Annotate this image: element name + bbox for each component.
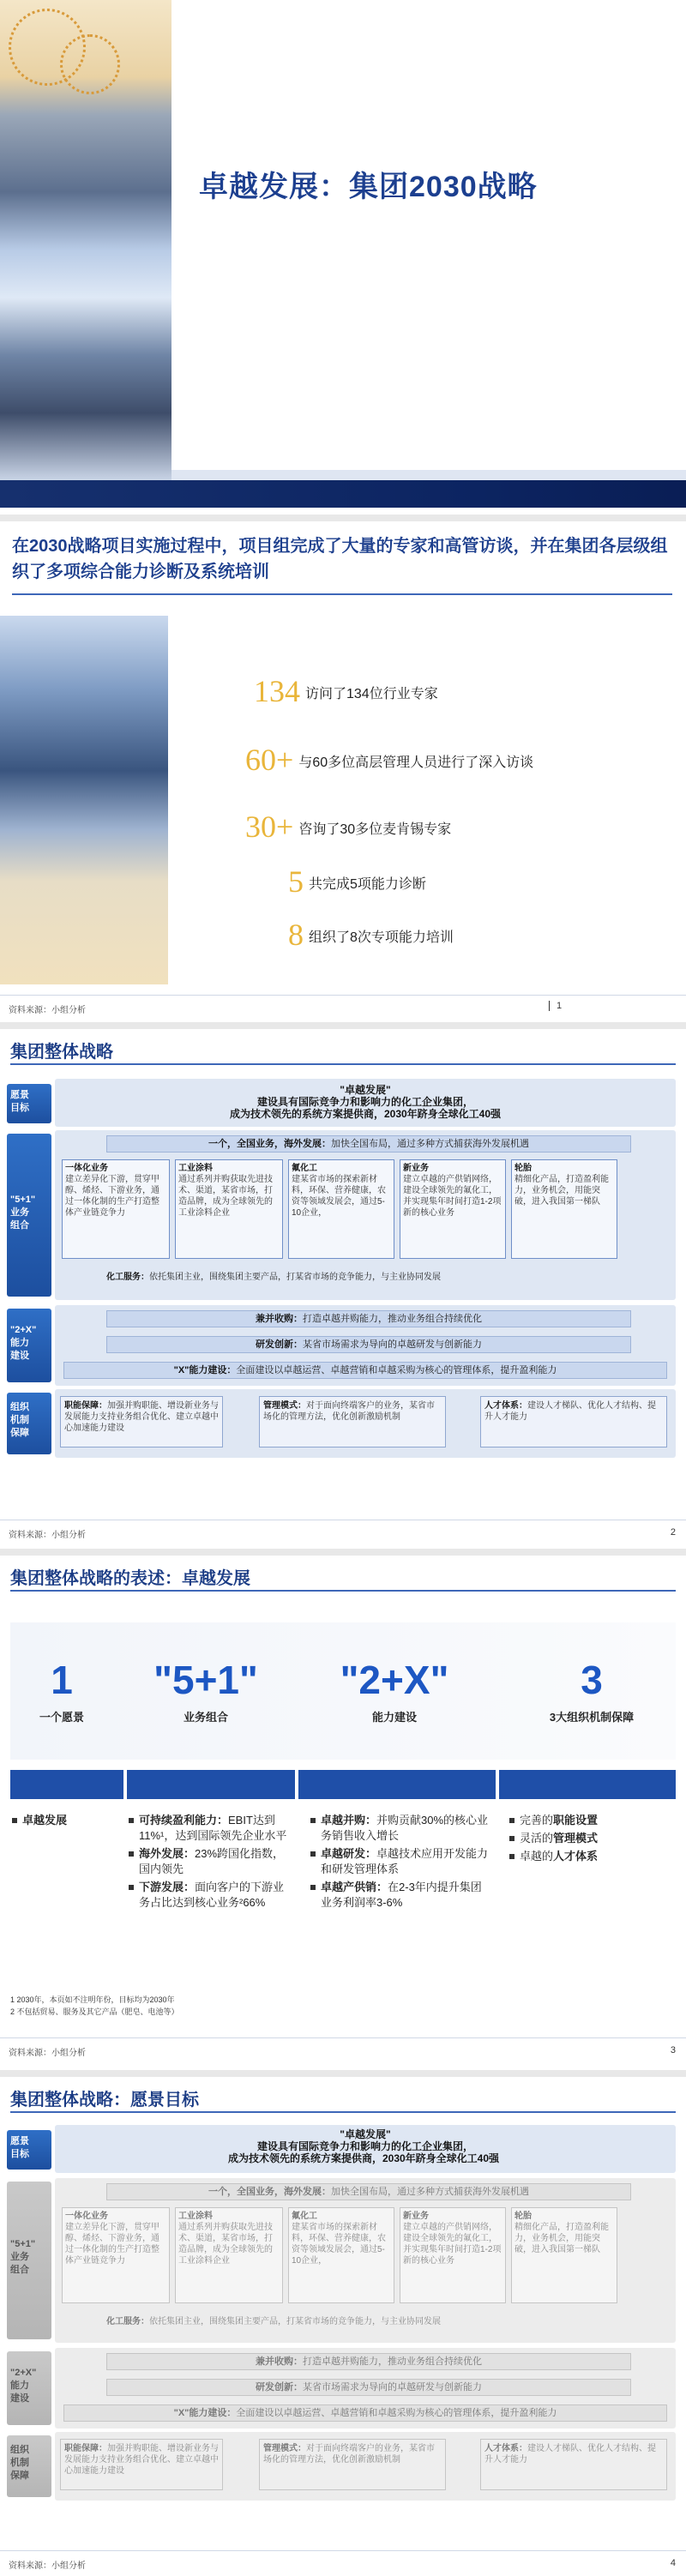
label-portfolio — [7, 2182, 51, 2339]
label-text: "2+X" 能力 建设 — [10, 1325, 37, 1361]
source-note: 资料来源：小组分析 — [9, 2049, 86, 2058]
x-bar — [63, 1362, 667, 1379]
org-box-body: 对于面向终端客户的业务，某省市场化的管理方法，优化创新激励机制 — [263, 1401, 435, 1422]
vision-bullets — [12, 1813, 115, 1831]
bullet-text: 并购贡献30%的核心业务销售收入增长 — [321, 1814, 489, 1842]
portfolio-column — [288, 2207, 394, 2303]
bar-text: 全面建设以卓越运营、卓越营销和卓越采购为核心的管理体系，提升盈利能力 — [236, 1365, 557, 1375]
bullet — [509, 1849, 672, 1864]
slide-title: 集团整体战略的表述：卓越发展 — [10, 1569, 250, 1588]
label-text: 组织 机制 保障 — [10, 1402, 29, 1438]
org-box — [60, 2439, 223, 2490]
bullet-text: 在2-3年内提升集团业务利润率3-6% — [321, 1881, 482, 1909]
chem-service-line — [106, 1269, 655, 1282]
bullet — [509, 1813, 672, 1828]
bar-text: 某省市场需求为导向的卓越研发与创新能力 — [303, 1339, 482, 1350]
column-body: 通过系列并购获取先进技术、渠道，某省市场，打造品牌，成为全球领先的工业涂料企业 — [178, 2223, 273, 2266]
org-box — [259, 2439, 446, 2490]
merge-bar — [106, 2353, 631, 2370]
org-box-body: 加强并购职能、增设新业务与发展能力支持业务组合优化、建立卓越中心加速能力建设 — [64, 2444, 219, 2476]
line-text: 依托集团主业，围绕集团主要产品，打某省市场的竞争能力，与主业协同发展 — [149, 2317, 441, 2326]
org-box-body: 对于面向终端客户的业务，某省市场化的管理方法，优化创新激励机制 — [263, 2444, 435, 2465]
pillar-chevron — [499, 1770, 676, 1799]
source-note: 资料来源：小组分析 — [9, 1006, 86, 1015]
one-bar — [106, 1135, 631, 1153]
title-underline — [10, 2111, 676, 2113]
source-note: 资料来源：小组分析 — [9, 1531, 86, 1540]
bullet-bold: 职能设置 — [553, 1814, 599, 1827]
stat-item — [288, 864, 426, 899]
slide-cover — [0, 0, 686, 515]
org-box-body: 加强并购职能、增设新业务与发展能力支持业务组合优化、建立卓越中心加速能力建设 — [64, 1401, 219, 1433]
pillar-big: "2+X" — [340, 1658, 449, 1702]
vision-quote: "卓越发展" — [340, 2128, 391, 2140]
portfolio-column — [62, 1159, 170, 1259]
vision-band — [55, 2125, 676, 2173]
label-text: "5+1" 业务 组合 — [10, 1195, 36, 1231]
bar-bold: "X"能力建设： — [173, 2408, 237, 2418]
stat-text: 共完成5项能力诊断 — [309, 877, 426, 892]
source-note: 资料来源：小组分析 — [9, 2561, 86, 2571]
slide-strategy-expression — [0, 1556, 686, 2070]
bar-bold: 兼并收购： — [256, 1314, 303, 1324]
portfolio-column — [62, 2207, 170, 2303]
column-body: 精细化产品，打造盈利能力，业务机会，用能突破，进入我国第一梯队 — [514, 1175, 609, 1207]
label-text: 愿景 目标 — [10, 2136, 29, 2159]
bullet-bold: 卓越并购： — [321, 1814, 377, 1827]
org-bullets — [509, 1813, 672, 1867]
portfolio-bullets — [129, 1813, 292, 1913]
org-box-head: 人才体系： — [484, 1401, 527, 1411]
bullet — [509, 1831, 672, 1846]
title-underline — [10, 1590, 676, 1592]
slide-title: 集团整体战略 — [10, 1043, 113, 1062]
slide-footer — [0, 2037, 686, 2063]
slide-research-summary — [0, 521, 686, 1022]
bullet-text: 卓越的 — [520, 1850, 554, 1863]
vision-line-2: 成为技术领先的系统方案提供商，2030年跻身全球化工40强 — [227, 2152, 500, 2164]
org-box-body: 建设人才梯队、优化人才结构、提升人才能力 — [484, 2444, 656, 2465]
bar-bold: 研发创新： — [256, 1339, 303, 1350]
bullet-bold: 管理模式 — [553, 1832, 599, 1845]
org-band — [55, 1389, 676, 1458]
bullet-bold: 下游发展： — [139, 1881, 196, 1893]
bullet-bold: 卓越产供销： — [321, 1881, 388, 1893]
stat-number: 8 — [288, 918, 304, 952]
portfolio-column — [511, 1159, 617, 1259]
org-box-body: 建设人才梯队、优化人才结构、提升人才能力 — [484, 1401, 656, 1422]
bar-text: 全面建设以卓越运营、卓越营销和卓越采购为核心的管理体系，提升盈利能力 — [236, 2408, 557, 2418]
lab-photo-collage — [0, 616, 168, 984]
label-capability — [7, 1309, 51, 1382]
portfolio-band — [55, 2178, 676, 2343]
portfolio-column — [400, 2207, 506, 2303]
slide-footer — [0, 995, 686, 1020]
pillar-chevron — [127, 1770, 295, 1799]
bar-text: 打造卓越并购能力，推动业务组合持续优化 — [303, 2356, 482, 2367]
bar-text: 加快全国布局，通过多种方式捕获海外发展机遇 — [331, 2187, 529, 2197]
line-bold: 化工服务： — [106, 1273, 149, 1282]
slide-separator — [0, 1022, 686, 1029]
pillar-big: 1 — [51, 1658, 73, 1702]
bar-bold: 一个，全国业务，海外发展： — [208, 2187, 331, 2197]
capability-bullets — [310, 1813, 490, 1913]
stat-item — [245, 743, 533, 777]
label-vision — [7, 1084, 51, 1123]
merge-bar — [106, 1310, 631, 1327]
bullet-bold: 卓越研发： — [321, 1847, 377, 1860]
stat-number: 134 — [254, 674, 300, 708]
stat-text: 与60多位高层管理人员进行了深入访谈 — [298, 755, 534, 770]
title-underline — [10, 1063, 676, 1065]
column-head: 一体化业务 — [65, 2212, 108, 2221]
org-box-head: 人才体系： — [484, 2444, 527, 2453]
column-head: 轮胎 — [514, 1164, 532, 1173]
bullet-text: 完善的 — [520, 1814, 554, 1827]
portfolio-column — [288, 1159, 394, 1259]
column-body: 建立卓越的产供销网络，建设全球领先的氟化工，并实现集年时间打造1-2项新的核心业务 — [403, 2223, 502, 2266]
portfolio-column — [175, 1159, 283, 1259]
column-head: 新业务 — [403, 2212, 429, 2221]
bullet-text: EBIT达到11%¹，达到国际领先企业水平 — [139, 1814, 287, 1842]
bar-bold: 兼并收购： — [256, 2356, 303, 2367]
column-body: 精细化产品，打造盈利能力，业务机会，用能突破，进入我国第一梯队 — [514, 2223, 609, 2254]
page-number: 2 — [670, 1527, 676, 1538]
bar-text: 加快全国布局，通过多种方式捕获海外发展机遇 — [331, 1139, 529, 1149]
bullet-bold: 人才体系 — [553, 1850, 599, 1863]
cover-title: 卓越发展：集团2030战略 — [199, 171, 538, 203]
portfolio-column — [400, 1159, 506, 1259]
column-head: 一体化业务 — [65, 1164, 108, 1173]
chem-service-line — [106, 2314, 655, 2326]
portfolio-column — [511, 2207, 617, 2303]
slide-separator — [0, 2070, 686, 2077]
vision-line-1: 建设具有国际竞争力和影响力的化工企业集团， — [256, 1096, 473, 1108]
vision-line-2: 成为技术领先的系统方案提供商，2030年跻身全球化工40强 — [229, 1108, 502, 1120]
bullet-text: 面向客户的下游业务占比达到核心业务²66% — [139, 1881, 285, 1909]
label-text: 愿景 目标 — [10, 1090, 29, 1113]
one-bar — [106, 2183, 631, 2200]
column-head: 轮胎 — [514, 2212, 532, 2221]
cover-light-band — [172, 470, 686, 480]
column-body: 通过系列并购获取先进技术、渠道，某省市场，打造品牌，成为全球领先的工业涂料企业 — [178, 1175, 273, 1218]
label-org — [7, 2435, 51, 2497]
vision-line-1: 建设具有国际竞争力和影响力的化工企业集团， — [256, 2140, 473, 2152]
portfolio-column — [175, 2207, 283, 2303]
rd-bar — [106, 1336, 631, 1353]
line-bold: 化工服务： — [106, 2317, 149, 2326]
pillar-chevron — [10, 1770, 123, 1799]
stat-item — [245, 810, 451, 844]
stat-text: 访问了134位行业专家 — [305, 687, 438, 701]
pillar-big: 3 — [581, 1658, 603, 1702]
bar-text: 某省市场需求为导向的卓越研发与创新能力 — [303, 2382, 482, 2392]
bullet — [310, 1846, 490, 1877]
org-box-head: 管理模式： — [263, 2444, 306, 2453]
label-portfolio — [7, 1134, 51, 1297]
molecule-graphic — [60, 34, 120, 94]
bar-bold: 研发创新： — [256, 2382, 303, 2392]
rd-bar — [106, 2379, 631, 2396]
org-box — [480, 2439, 667, 2490]
bullet-bold: 可持续盈利能力： — [139, 1814, 229, 1827]
label-text: "2+X" 能力 建设 — [10, 2368, 37, 2404]
title-underline — [12, 593, 672, 595]
bullet-text: 23%跨国化指数，国内领先 — [139, 1847, 285, 1875]
org-box — [480, 1396, 667, 1447]
column-body: 建某省市场的探索新材料，环保、营养健康，农资等领域发展会，通过5-10企业， — [292, 1175, 386, 1218]
pillar-chevron — [298, 1770, 496, 1799]
bar-bold: "X"能力建设： — [173, 1365, 237, 1375]
portfolio-band — [55, 1130, 676, 1300]
bar-text: 打造卓越并购能力，推动业务组合持续优化 — [303, 1314, 482, 1324]
pillar-big: "5+1" — [153, 1658, 258, 1702]
pillar-sub: 能力建设 — [371, 1711, 417, 1724]
stat-number: 30+ — [245, 810, 294, 844]
bullet — [129, 1880, 292, 1911]
column-head: 工业涂料 — [178, 2212, 213, 2221]
org-box-head: 管理模式： — [263, 1401, 306, 1411]
bar-bold: 一个，全国业务，海外发展： — [208, 1139, 331, 1149]
vision-band — [55, 1079, 676, 1127]
bullet-bold: 海外发展： — [139, 1847, 196, 1860]
slide-separator — [0, 1549, 686, 1556]
bullet — [129, 1813, 292, 1844]
column-body: 建立差异化下游，贯穿甲醇、烯烃、下游业务，通过一体化制的生产打造整体产业链竞争力 — [65, 2223, 159, 2266]
label-capability — [7, 2351, 51, 2425]
column-head: 氟化工 — [292, 1164, 317, 1173]
label-text: "5+1" 业务 组合 — [10, 2239, 36, 2275]
column-body: 建立卓越的产供销网络，建设全球领先的氟化工，并实现集年时间打造1-2项新的核心业务 — [403, 1175, 502, 1218]
org-box — [259, 1396, 446, 1447]
slide-footer — [0, 1520, 686, 1545]
capability-band — [55, 1305, 676, 1386]
slide-separator — [0, 515, 686, 521]
stat-text: 咨询了30多位麦肯锡专家 — [298, 822, 452, 837]
column-head: 新业务 — [403, 1164, 429, 1173]
page-number: 3 — [670, 2045, 676, 2055]
column-body: 建某省市场的探索新材料，环保、营养健康，农资等领域发展会，通过5-10企业， — [292, 2223, 386, 2266]
page-number: 1 — [549, 1001, 562, 1011]
slide-title: 集团整体战略：愿景目标 — [10, 2091, 199, 2110]
label-vision — [7, 2130, 51, 2170]
bullet-text: 灵活的 — [520, 1832, 554, 1845]
pillar-sub: 3大组织机制保障 — [549, 1711, 635, 1724]
footnote-1: 1 2030年，本页如不注明年份，目标均为2030年 — [10, 1995, 175, 2004]
stat-item — [254, 674, 438, 708]
cover-photo-collage — [0, 0, 172, 480]
slide-headline: 在2030战略项目实施过程中，项目组完成了大量的专家和高管访谈，并在集团各层级组织了多项综合能力诊断及系统培训 — [12, 537, 668, 581]
column-head: 工业涂料 — [178, 1164, 213, 1173]
bullet — [310, 1813, 490, 1844]
line-text: 依托集团主业，围绕集团主要产品，打某省市场的竞争能力，与主业协同发展 — [149, 1273, 441, 1282]
vision-quote: "卓越发展" — [340, 1084, 391, 1096]
bullet — [310, 1880, 490, 1911]
org-box-head: 职能保障： — [64, 1401, 107, 1411]
page-number: 4 — [670, 2558, 676, 2568]
footnote-2: 2 不包括贸易、服务及其它产品（肥皂、电池等） — [10, 2007, 179, 2016]
org-band — [55, 2432, 676, 2501]
bullet-text: 卓越技术应用开发能力和研发管理体系 — [321, 1847, 489, 1875]
label-text: 组织 机制 保障 — [10, 2445, 29, 2481]
stat-number: 5 — [288, 864, 304, 899]
slide-vision-target — [0, 2077, 686, 2576]
label-org — [7, 1393, 51, 1454]
bullet — [129, 1846, 292, 1877]
slide-footer — [0, 2550, 686, 2576]
stat-item — [288, 918, 454, 952]
cover-navy-band — [0, 480, 686, 508]
column-body: 建立差异化下游，贯穿甲醇、烯烃、下游业务，通过一体化制的生产打造整体产业链竞争力 — [65, 1175, 159, 1218]
slide-overall-strategy — [0, 1029, 686, 1549]
capability-band — [55, 2348, 676, 2429]
org-box — [60, 1396, 223, 1447]
stat-number: 60+ — [245, 743, 294, 777]
bullet: 卓越发展 — [12, 1813, 115, 1828]
pillar-sub: 业务组合 — [183, 1711, 228, 1724]
column-head: 氟化工 — [292, 2212, 317, 2221]
x-bar — [63, 2404, 667, 2422]
org-box-head: 职能保障： — [64, 2444, 107, 2453]
stat-text: 组织了8次专项能力培训 — [309, 930, 454, 945]
pillar-sub: 一个愿景 — [39, 1711, 84, 1724]
